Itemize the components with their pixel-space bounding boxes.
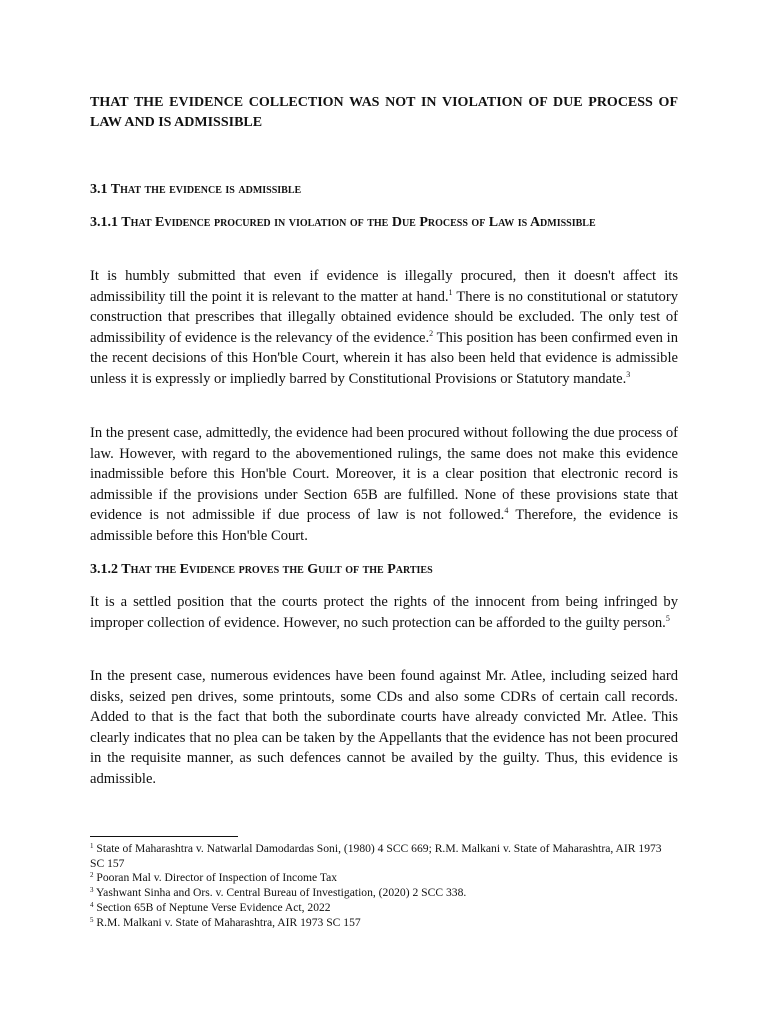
section-heading-3-1-2: 3.1.2 That the Evidence proves the Guilt of the Parties xyxy=(90,562,433,577)
footnote-ref-5[interactable]: 5 xyxy=(665,613,670,623)
paragraph-evidences-found: In the present case, numerous evidences have been found against Mr. Atlee, including seized hard disks, seized pen drives, some printouts, some CDs and also some CDRs of certain call records. Added to that is the fact that both the subordinate courts have already convicted Mr. Atlee. This clearly indicates that no plea can be taken by the Appellants that the evidence has not been procured in the requisite manner, as such defences cannot be availed by the guilty. Thus, this evidence is admissible. xyxy=(90,668,678,787)
footnote-3: $^3$ Yashwant Sinha and Ors. v. Central Bureau of Investigation, (2020) 2 SCC 338. xyxy=(90,886,467,900)
paragraph-settled-position: It is a settled position that the courts protect the rights of the innocent from being infringed by improper collection of evidence. However, no such protection can be afforded to the guilty person.$^5$ xyxy=(90,594,678,631)
paragraph-present-case: In the present case, admittedly, the evidence had been procured without following the due process of law. However, with regard to the abovementioned rulings, the same does not make this evidence inadmissible before this Hon'ble Court. Moreover, it is a clear position that electronic record is admissible if the provisions under Section 65B are fulfilled. None of these provisions state that evidence is not admissible if due process of law is not followed.$^4$ Therefore, the evidence is admissible before this Hon'ble Court. xyxy=(90,425,678,544)
footnote-2: $^2$ Pooran Mal v. Director of Inspection of Income Tax xyxy=(90,871,338,885)
footnote-ref-2[interactable]: 2 xyxy=(429,328,434,338)
paragraph-admissibility: It is humbly submitted that even if evidence is illegally procured, then it doesn't affect its admissibility till the point it is relevant to the matter at hand.$^1$ There is no constitutional or statutory construction that prescribes that illegally obtained evidence should be excluded. The only test of admissibility of evidence is the relevancy of the evidence.$^2$ This position has been confirmed even in the recent decisions of this Hon'ble Court, wherein it has also been held that evidence is admissible unless it is expressly or impliedly barred by Constitutional Provisions or Statutory mandate.$^3$ xyxy=(90,268,678,387)
footnote-5: $^5$ R.M. Malkani v. State of Maharashtra, AIR 1973 SC 157 xyxy=(90,915,361,929)
page-title: THAT THE EVIDENCE COLLECTION WAS NOT IN VIOLATION OF DUE PROCESS OF LAW AND IS ADMISSIBLE xyxy=(90,95,678,130)
footnote-ref-1[interactable]: 1 xyxy=(448,287,453,297)
footnote-ref-4[interactable]: 4 xyxy=(504,506,509,516)
section-heading-3-1-1: 3.1.1 That Evidence procured in violation of the Due Process of Law is Admissible xyxy=(90,215,596,230)
footnote-4: $^4$ Section 65B of Neptune Verse Evidence Act, 2022 xyxy=(90,900,331,914)
section-heading-3-1: 3.1 That the evidence is admissible xyxy=(90,182,302,197)
footnotes xyxy=(90,842,678,930)
footnote-1: $^1$ State of Maharashtra v. Natwarlal Damodardas Soni, (1980) 4 SCC 669; R.M. Malkani v. State of Maharashtra, AIR 1973 SC 157 xyxy=(90,842,662,870)
footnote-ref-3[interactable]: 3 xyxy=(626,369,631,379)
footnote-separator xyxy=(90,836,238,837)
